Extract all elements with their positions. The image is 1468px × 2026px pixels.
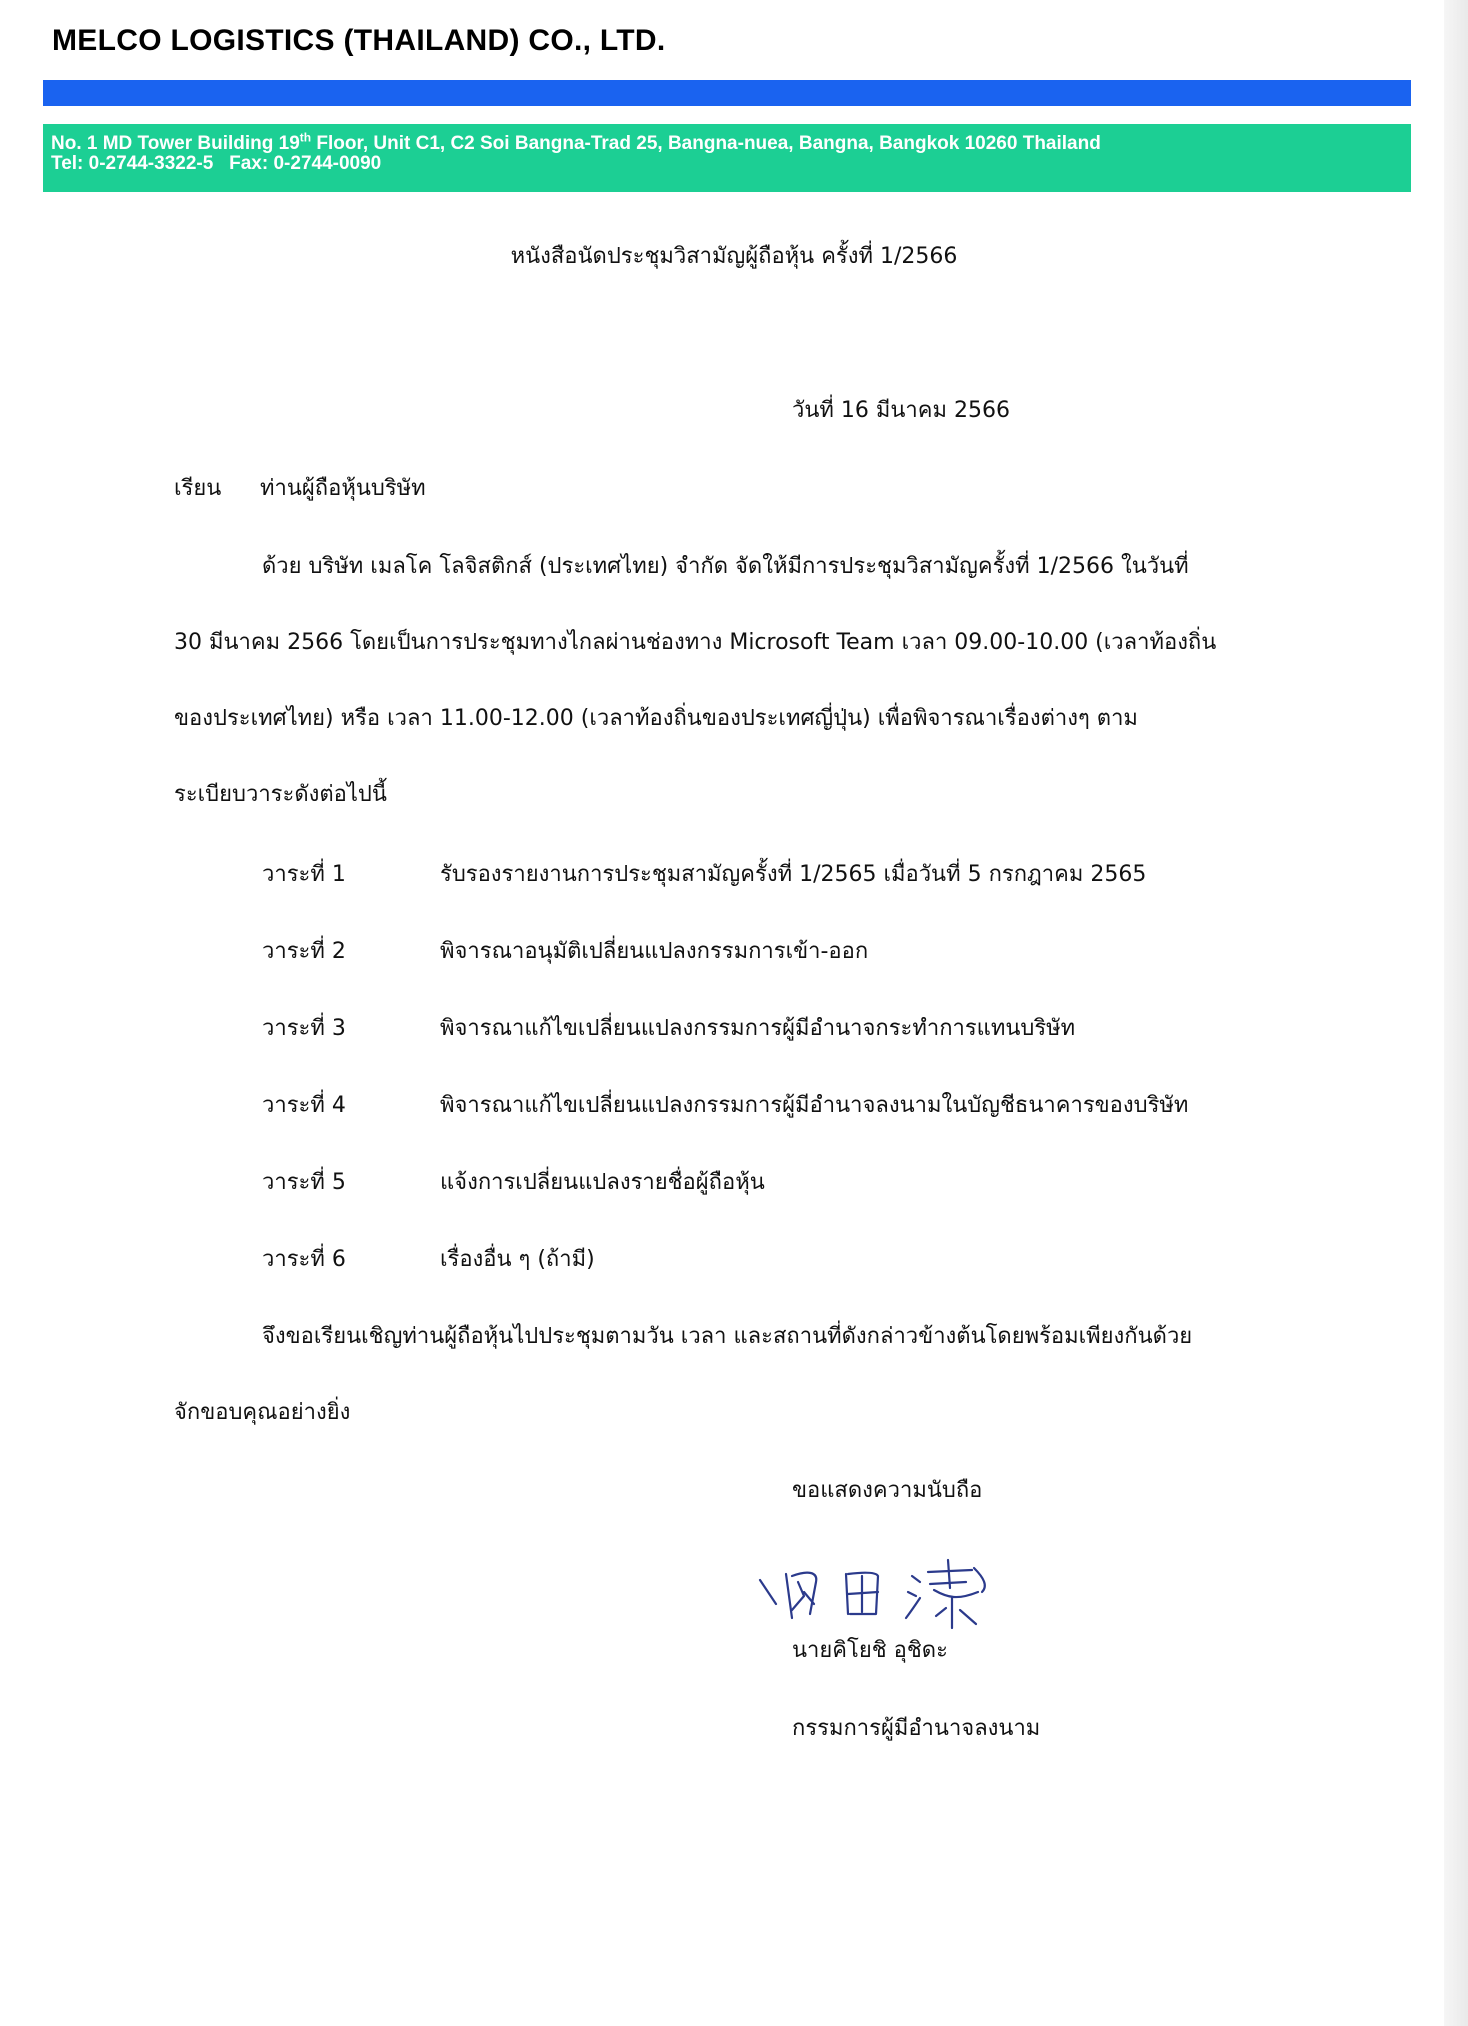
address-prefix: No. 1 MD Tower Building 19	[51, 133, 300, 154]
agenda-text: พิจารณาแก้ไขเปลี่ยนแปลงกรรมการผู้มีอำนาจลงนามในบัญชีธนาคารของบริษัท	[440, 1093, 1189, 1118]
company-name: MELCO LOGISTICS (THAILAND) CO., LTD.	[52, 24, 666, 57]
body-paragraph-line: 30 มีนาคม 2566 โดยเป็นการประชุมทางไกลผ่านช่องทาง Microsoft Team เวลา 09.00-10.00 (เวลาท้องถิ่น	[174, 630, 1217, 655]
agenda-text: พิจารณาแก้ไขเปลี่ยนแปลงกรรมการผู้มีอำนาจกระทำการแทนบริษัท	[440, 1016, 1076, 1041]
letterhead-address-bar	[43, 124, 1411, 192]
agenda-number: วาระที่ 5	[262, 1170, 346, 1195]
salutation-label: เรียน	[174, 476, 222, 501]
agenda-item	[262, 1164, 765, 1199]
address-suffix: Floor, Unit C1, C2 Soi Bangna-Trad 25, Bangna-nuea, Bangna, Bangkok 10260 Thailand	[311, 133, 1101, 154]
invitation-line: จักขอบคุณอย่างยิ่ง	[174, 1400, 351, 1425]
closing-phrase: ขอแสดงความนับถือ	[792, 1478, 983, 1503]
company-address	[51, 130, 1411, 154]
invitation-line: จึงขอเรียนเชิญท่านผู้ถือหุ้นไปประชุมตามวัน เวลา และสถานที่ดังกล่าวข้างต้นโดยพร้อมเพียงกันด้วย	[262, 1324, 1193, 1349]
agenda-text: รับรองรายงานการประชุมสามัญครั้งที่ 1/2565 เมื่อวันที่ 5 กรกฎาคม 2565	[440, 862, 1147, 887]
salutation	[174, 470, 426, 505]
body-paragraph-line: ด้วย บริษัท เมลโค โลจิสติกส์ (ประเทศไทย) จำกัด จัดให้มีการประชุมวิสามัญครั้งที่ 1/2566 ในวันที่	[262, 554, 1189, 579]
document-title: หนังสือนัดประชุมวิสามัญผู้ถือหุ้น ครั้งที่ 1/2566	[510, 244, 958, 269]
signatory-title: กรรมการผู้มีอำนาจลงนาม	[792, 1716, 1041, 1741]
agenda-text: พิจารณาอนุมัติเปลี่ยนแปลงกรรมการเข้า-ออก	[440, 939, 869, 964]
agenda-number: วาระที่ 4	[262, 1093, 346, 1118]
agenda-item	[262, 1087, 1188, 1122]
handwritten-signature	[752, 1552, 1012, 1636]
agenda-number: วาระที่ 1	[262, 862, 346, 887]
agenda-item	[262, 856, 1146, 891]
agenda-number: วาระที่ 6	[262, 1247, 346, 1272]
company-contact: Tel: 0-2744-3322-5 Fax: 0-2744-0090	[51, 153, 382, 174]
address-floor-suffix: th	[299, 130, 312, 145]
signatory-name: นายคิโยชิ อุชิดะ	[792, 1638, 948, 1663]
body-paragraph-line: ของประเทศไทย) หรือ เวลา 11.00-12.00 (เวลาท้องถิ่นของประเทศญี่ปุ่น) เพื่อพิจารณาเรื่องต่างๆ ตาม	[174, 706, 1138, 731]
agenda-text: แจ้งการเปลี่ยนแปลงรายชื่อผู้ถือหุ้น	[440, 1170, 765, 1195]
agenda-text: เรื่องอื่น ๆ (ถ้ามี)	[440, 1247, 595, 1272]
salutation-recipient: ท่านผู้ถือหุ้นบริษัท	[260, 476, 426, 501]
agenda-number: วาระที่ 2	[262, 939, 346, 964]
page-edge-shadow	[1444, 0, 1468, 2026]
letterhead-blue-bar	[43, 80, 1411, 106]
agenda-item	[262, 933, 868, 968]
agenda-item	[262, 1241, 595, 1276]
document-date: วันที่ 16 มีนาคม 2566	[792, 398, 1010, 423]
agenda-number: วาระที่ 3	[262, 1016, 346, 1041]
agenda-item	[262, 1010, 1075, 1045]
body-paragraph-line: ระเบียบวาระดังต่อไปนี้	[174, 782, 387, 807]
